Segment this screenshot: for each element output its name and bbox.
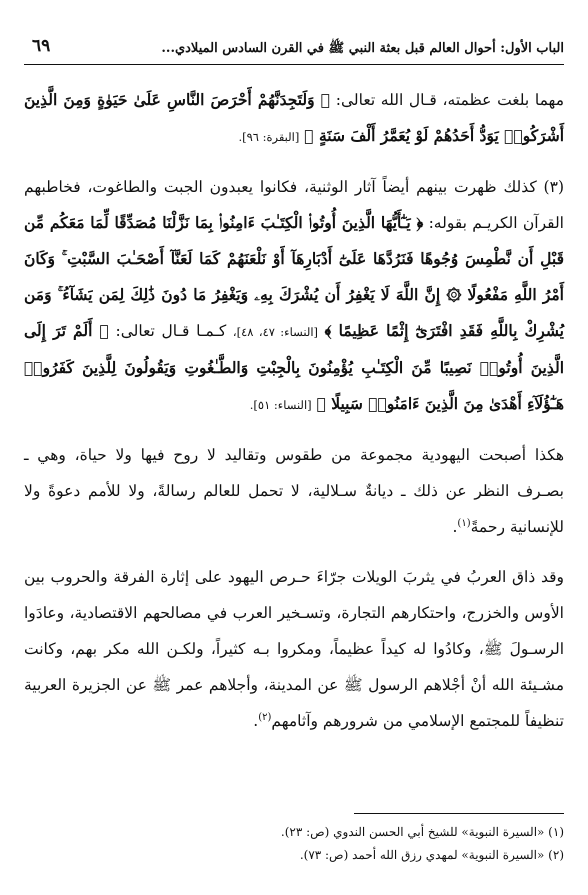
paragraph-2 — [24, 169, 564, 423]
paragraph-intro: (٣) كذلك ظهرت بينهم أيضاً آثار الوثنية، فكانوا يعبدون الجبت والطاغوت، فخاطبهم القرآن الكريـم بقوله: — [24, 178, 564, 232]
page-number: ٦٩ — [32, 36, 51, 56]
verse-reference: [النساء: ٤٧، ٤٨]، — [232, 325, 318, 339]
paragraph-end: . — [253, 712, 259, 730]
paragraph-intro: مهما بلغت عظمته، قـال الله تعالى: — [335, 91, 565, 109]
chapter-title: الباب الأول: أحوال العالم قبل بعثة النبي ﷺ في القرن السادس الميلادي... — [161, 41, 564, 56]
main-text — [24, 82, 564, 753]
paragraph-text: وقد ذاق العربُ في يثربَ الويلات جرّاءَ حـرص اليهود على إثارة الفرقة والحروب بين الأوس والخزرج، واحتكارهم التجارة، وتسـخير العرب في مصالحهم الاقتصادية، وعادَوا الرسـولَ ﷺ، وكادُوا له كيداً عظيماً، ومكروا بـه كثيراً، ولكـن الله مكر بهم، وكانت مشـيئة الله أنْ أجْلاهم الرسول ﷺ عن المدينة، وأجلاهم عمر ﷺ عن الجزيرة العربية تنظيفاً للمجتمع الإسلامي من شرورهم وآثامهم — [24, 568, 564, 730]
verse-reference: [النساء: ٥١]. — [249, 398, 312, 412]
footnote-marker: (٢) — [258, 711, 272, 723]
running-header — [24, 30, 564, 65]
paragraph-3 — [24, 437, 564, 545]
paragraph-text: هكذا أصبحت اليهودية مجموعة من طقوس وتقاليد لا روح فيها ولا حياة، وهي ـ بصـرف النظر عن ذلك ـ ديانةٌ سـلالية، لا تحمل للعالم رسالةً، ولا للأمم دعوةً ولا للإنسانية رحمةً — [24, 446, 564, 536]
paragraph-end: . — [452, 518, 458, 536]
footnote-divider — [354, 813, 564, 814]
paragraph-1 — [24, 82, 564, 155]
quran-verse: ﴿ أَلَمْ تَرَ إِلَى الَّذِينَ أُوتُوا۟ نَصِيبًا مِّنَ الْكِتَـٰبِ يُؤْمِنُونَ بِالْجِبْتِ وَالطَّـٰغُوتِ وَيَقُولُونَ لِلَّذِينَ كَفَرُوا۟ هَـٰٓؤُلَآءِ أَهْدَىٰ مِنَ الَّذِينَ ءَامَنُوا۟ سَبِيلًا ﴾ — [24, 321, 564, 413]
quran-verse: ﴿ يَـٰٓأَيُّهَا الَّذِينَ أُوتُوا۟ الْكِتَـٰبَ ءَامِنُوا۟ بِمَا نَزَّلْنَا مُصَدِّقًا لِّمَا مَعَكُم مِّن قَبْلِ أَن نَّطْمِسَ وُجُوهًا فَنَرُدَّهَا عَلَىٰٓ أَدْبَارِهَآ أَوْ نَلْعَنَهُمْ كَمَا لَعَنَّآ أَصْحَـٰبَ السَّبْتِ ۚ وَكَانَ أَمْرُ اللَّهِ مَفْعُولًا ۞ إِنَّ اللَّهَ لَا يَغْفِرُ أَن يُشْرَكَ بِهِۦ وَيَغْفِرُ مَا دُونَ ذَٰلِكَ لِمَن يَشَآءُ ۚ وَمَن يُشْرِكْ بِاللَّهِ فَقَدِ افْتَرَىٰٓ إِثْمًا عَظِيمًا ﴾ — [24, 213, 564, 340]
verse-reference: [البقرة: ٩٦]. — [238, 130, 300, 144]
footnotes — [24, 821, 564, 867]
footnote-marker: (١) — [457, 517, 471, 529]
paragraph-connector: كـمـا قـال تعالى: — [115, 322, 227, 340]
footnote-1: (١) «السيرة النبوية» للشيخ أبي الحسن الندوي (ص: ٢٣). — [280, 825, 564, 839]
paragraph-4 — [24, 559, 564, 739]
quran-verse: ﴿ وَلَتَجِدَنَّهُمْ أَحْرَصَ النَّاسِ عَلَىٰ حَيَوٰةٍ وَمِنَ الَّذِينَ أَشْرَكُوا۟ يَوَدُّ أَحَدُهُمْ لَوْ يُعَمَّرُ أَلْفَ سَنَةٍ ﴾ — [24, 90, 564, 145]
footnote-2: (٢) «السيرة النبوية» لمهدي رزق الله أحمد (ص: ٧٣). — [299, 848, 564, 862]
